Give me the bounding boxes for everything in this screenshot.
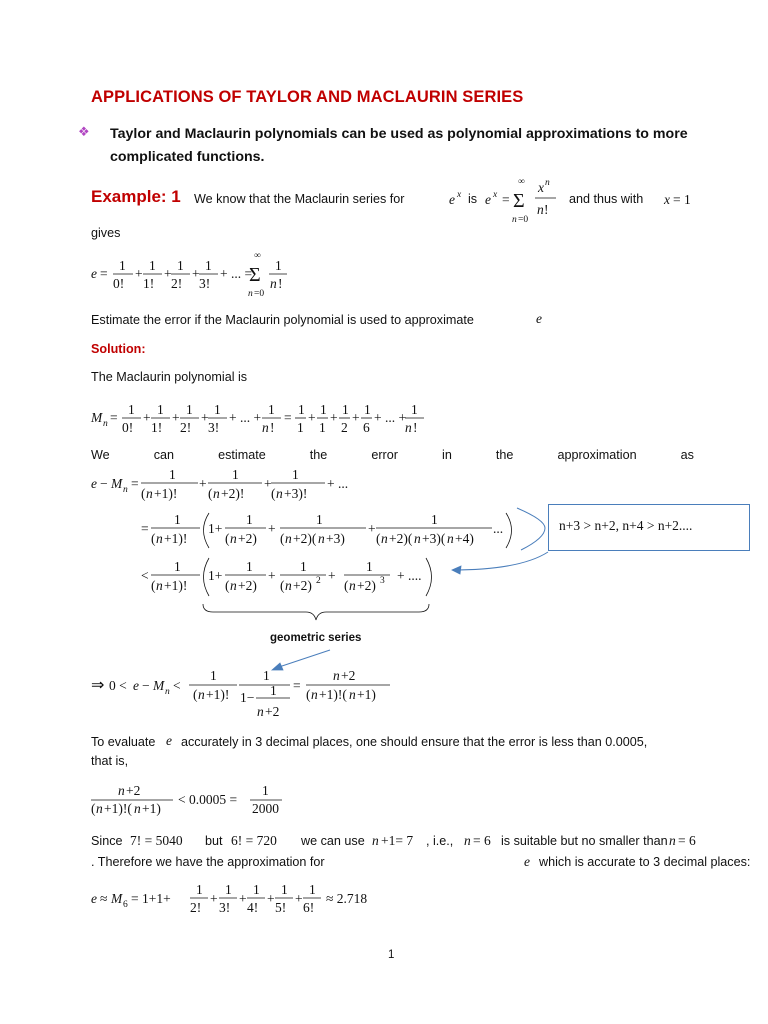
- svg-text:+ ... +: + ... +: [229, 410, 262, 425]
- svg-text:e: e: [91, 476, 97, 491]
- svg-text:n: n: [156, 531, 163, 546]
- svg-text:x: x: [538, 180, 544, 195]
- svg-text:⇒: ⇒: [91, 677, 105, 694]
- svg-text:n: n: [165, 687, 170, 697]
- svg-text:n: n: [318, 531, 325, 546]
- svg-text:1: 1: [246, 512, 253, 527]
- svg-text:2!: 2!: [180, 420, 192, 435]
- svg-text:+: +: [295, 891, 303, 906]
- svg-text:!: !: [270, 420, 275, 435]
- svg-text:e: e: [449, 192, 455, 207]
- svg-text:1: 1: [262, 783, 269, 798]
- svg-text:n: n: [230, 531, 237, 546]
- svg-text:+1)!(: +1)!(: [104, 801, 132, 816]
- svg-text:2000: 2000: [252, 801, 279, 816]
- svg-text:n: n: [372, 833, 379, 848]
- svg-text:<: <: [173, 678, 181, 693]
- svg-text:6: 6: [363, 420, 370, 435]
- word: the: [309, 448, 328, 462]
- svg-text:n: n: [257, 704, 264, 719]
- svg-text:1: 1: [253, 882, 260, 897]
- svg-text:(: (: [151, 578, 156, 593]
- svg-text:+: +: [328, 568, 336, 583]
- svg-text:n: n: [311, 687, 318, 702]
- svg-text:1−: 1−: [240, 690, 255, 705]
- since-g: which is accurate to 3 decimal places:: [539, 855, 751, 869]
- svg-text:<: <: [141, 568, 149, 583]
- svg-text:n: n: [198, 687, 205, 702]
- polynomial-intro: The Maclaurin polynomial is: [91, 370, 248, 384]
- svg-text:1: 1: [210, 668, 217, 683]
- svg-text:5!: 5!: [275, 900, 287, 915]
- e-series-formula: [91, 251, 287, 299]
- svg-text:n: n: [447, 531, 454, 546]
- geometric-series-label: geometric series: [270, 632, 362, 644]
- svg-text:+: +: [239, 891, 247, 906]
- svg-text:+ ...: + ...: [327, 476, 349, 491]
- svg-text:n: n: [285, 531, 292, 546]
- svg-text:+ ... +: + ... +: [374, 410, 407, 425]
- svg-text:(: (: [208, 486, 213, 501]
- svg-text:≈ 2.718: ≈ 2.718: [326, 891, 368, 906]
- solution-label: Solution:: [91, 342, 146, 356]
- svg-text:n: n: [537, 202, 544, 217]
- svg-text:+: +: [308, 410, 316, 425]
- svg-text:+1): +1): [142, 801, 161, 816]
- svg-text:6: 6: [123, 900, 128, 910]
- svg-text:+: +: [330, 410, 338, 425]
- svg-text:n: n: [146, 486, 153, 501]
- svg-text:n: n: [123, 485, 128, 495]
- since-f: . Therefore we have the approximation for: [91, 855, 325, 869]
- svg-text:(: (: [193, 687, 198, 702]
- svg-text:1: 1: [174, 559, 181, 574]
- svg-text:M: M: [153, 678, 165, 693]
- svg-text:1: 1: [119, 258, 126, 273]
- svg-text:...: ...: [493, 521, 504, 536]
- svg-text:!: !: [278, 276, 283, 291]
- svg-text:n: n: [349, 578, 356, 593]
- svg-text:∞: ∞: [518, 177, 525, 187]
- svg-text:1: 1: [316, 512, 323, 527]
- svg-text:1: 1: [364, 402, 371, 417]
- svg-text:e: e: [133, 678, 139, 693]
- svg-text:=: =: [284, 410, 292, 425]
- svg-text:+1)!: +1)!: [164, 578, 188, 593]
- svg-text:(: (: [306, 687, 311, 702]
- svg-text:Σ: Σ: [249, 264, 261, 286]
- svg-text:1: 1: [196, 882, 203, 897]
- svg-text:n: n: [512, 215, 517, 225]
- since-e: is suitable but no smaller than: [501, 834, 668, 848]
- svg-text:2!: 2!: [171, 276, 183, 291]
- svg-text:1: 1: [366, 559, 373, 574]
- svg-text:+ ....: + ....: [397, 568, 422, 583]
- svg-text:1: 1: [270, 683, 277, 698]
- svg-text:+2): +2): [238, 531, 257, 546]
- svg-text:+2)(: +2)(: [389, 531, 413, 546]
- svg-text:=: =: [502, 192, 510, 207]
- svg-text:(: (: [91, 801, 96, 816]
- svg-text:+2: +2: [341, 668, 356, 683]
- svg-text:(: (: [376, 531, 381, 546]
- svg-text:1: 1: [169, 467, 176, 482]
- svg-text:1: 1: [411, 402, 418, 417]
- intro-paragraph: Taylor and Maclaurin polynomials can be used as polynomial approximations to more complicated functions.: [110, 126, 688, 165]
- svg-text:6! = 720: 6! = 720: [231, 833, 277, 848]
- svg-text:n: n: [248, 289, 253, 299]
- svg-text:M: M: [91, 410, 103, 425]
- svg-text:+3): +3): [326, 531, 345, 546]
- svg-text:= 1: = 1: [673, 192, 691, 207]
- svg-text:x: x: [457, 190, 462, 200]
- svg-text:(: (: [151, 531, 156, 546]
- accuracy-text-rest: accurately in 3 decimal places, one should ensure that the error is less than 0.0005,: [181, 735, 648, 749]
- svg-text:1: 1: [297, 420, 304, 435]
- svg-text:+: +: [267, 891, 275, 906]
- svg-text:n: n: [270, 276, 277, 291]
- svg-text:+ ... =: + ... =: [220, 266, 253, 281]
- note-arrow-head-icon: [452, 566, 461, 574]
- since-a: Since: [91, 834, 123, 848]
- svg-text:x: x: [493, 190, 498, 200]
- svg-text:1!: 1!: [143, 276, 155, 291]
- note-arrow: [452, 552, 548, 570]
- svg-text:(: (: [225, 578, 230, 593]
- word: approximation: [557, 448, 637, 462]
- svg-text:+1)!(: +1)!(: [319, 687, 347, 702]
- svg-text:e: e: [524, 854, 530, 869]
- svg-text:−: −: [100, 476, 108, 491]
- svg-text:1: 1: [275, 258, 282, 273]
- svg-text:+2: +2: [265, 704, 280, 719]
- svg-text:(: (: [280, 531, 285, 546]
- word: the: [495, 448, 514, 462]
- svg-text:n: n: [285, 578, 292, 593]
- svg-text:+: +: [143, 410, 151, 425]
- svg-text:+: +: [172, 410, 180, 425]
- svg-text:+1)!: +1)!: [206, 687, 230, 702]
- svg-text:n: n: [545, 178, 550, 188]
- svg-text:−: −: [142, 678, 150, 693]
- svg-text:1: 1: [214, 402, 221, 417]
- svg-text:+: +: [164, 266, 172, 281]
- since-d: , i.e.,: [426, 834, 454, 848]
- svg-text:1: 1: [320, 402, 327, 417]
- svg-text:+: +: [135, 266, 143, 281]
- svg-text:1+: 1+: [208, 521, 223, 536]
- svg-text:n: n: [230, 578, 237, 593]
- svg-text:+: +: [192, 266, 200, 281]
- svg-text:n: n: [276, 486, 283, 501]
- svg-text:+1= 7: +1= 7: [381, 833, 414, 848]
- svg-text:+3)!: +3)!: [284, 486, 308, 501]
- svg-text:3!: 3!: [219, 900, 231, 915]
- final-approximation-formula: [91, 882, 367, 915]
- svg-text:1: 1: [157, 402, 164, 417]
- geometric-arrow-head-icon: [272, 663, 283, 670]
- svg-text:+1)!: +1)!: [154, 486, 178, 501]
- svg-text:+: +: [201, 410, 209, 425]
- svg-text:+: +: [199, 476, 207, 491]
- svg-text:n: n: [96, 801, 103, 816]
- maclaurin-polynomial-formula: [90, 402, 424, 435]
- svg-text:1: 1: [128, 402, 135, 417]
- error-line-3: [141, 558, 432, 596]
- svg-text:(: (: [271, 486, 276, 501]
- svg-text:!: !: [544, 202, 549, 217]
- svg-text:+2): +2): [238, 578, 257, 593]
- svg-text:1: 1: [225, 882, 232, 897]
- svg-text:3!: 3!: [208, 420, 220, 435]
- svg-text:1: 1: [281, 882, 288, 897]
- svg-text:1: 1: [232, 467, 239, 482]
- word: estimate: [218, 448, 266, 462]
- svg-text:=: =: [100, 266, 108, 281]
- example-label: Example: 1: [91, 187, 181, 206]
- error-line-2: [141, 512, 512, 548]
- svg-text:+: +: [264, 476, 272, 491]
- word: can: [153, 448, 175, 462]
- svg-text:4!: 4!: [247, 900, 259, 915]
- since-b: but: [205, 834, 223, 848]
- svg-text:2!: 2!: [190, 900, 202, 915]
- svg-text:+: +: [352, 410, 360, 425]
- svg-text:+: +: [268, 568, 276, 583]
- svg-text:≈: ≈: [100, 891, 108, 906]
- svg-text:=: =: [110, 410, 118, 425]
- word: error: [371, 448, 398, 462]
- svg-text:0 <: 0 <: [109, 678, 127, 693]
- svg-text:1: 1: [205, 258, 212, 273]
- svg-text:e: e: [91, 891, 97, 906]
- svg-text:n: n: [405, 420, 412, 435]
- svg-text:n: n: [414, 531, 421, 546]
- svg-text:Σ: Σ: [513, 190, 525, 212]
- example-text-2: is: [468, 192, 478, 206]
- svg-text:6!: 6!: [303, 900, 315, 915]
- svg-text:n: n: [103, 419, 108, 429]
- geometric-arrow: [276, 650, 330, 668]
- svg-text:0!: 0!: [113, 276, 125, 291]
- svg-text:1: 1: [186, 402, 193, 417]
- accuracy-text-start: To evaluate: [91, 735, 156, 749]
- svg-text:=0: =0: [518, 215, 529, 225]
- svg-text:n: n: [464, 833, 471, 848]
- svg-text:M: M: [111, 891, 123, 906]
- svg-text:=: =: [141, 521, 149, 536]
- since-c: we can use: [301, 834, 365, 848]
- svg-text:+4): +4): [455, 531, 474, 546]
- svg-text:= 6: = 6: [473, 833, 491, 848]
- svg-text:+: +: [210, 891, 218, 906]
- svg-text:+: +: [268, 521, 276, 536]
- connector-curve: [517, 508, 545, 550]
- svg-text:3!: 3!: [199, 276, 211, 291]
- svg-text:(: (: [141, 486, 146, 501]
- word: We: [91, 448, 110, 462]
- svg-text:n: n: [349, 687, 356, 702]
- svg-text:=: =: [131, 476, 139, 491]
- svg-text:1: 1: [300, 559, 307, 574]
- svg-text:1: 1: [319, 420, 326, 435]
- svg-text:∞: ∞: [254, 251, 261, 261]
- svg-text:< 0.0005 =: < 0.0005 =: [178, 792, 238, 807]
- svg-text:0!: 0!: [122, 420, 134, 435]
- svg-text:e: e: [485, 192, 491, 207]
- svg-text:+1)!: +1)!: [164, 531, 188, 546]
- ex-formula: [449, 177, 691, 225]
- svg-text:n: n: [381, 531, 388, 546]
- example-text-3: and thus with: [569, 192, 644, 206]
- svg-text:n: n: [333, 668, 340, 683]
- svg-text:(: (: [280, 578, 285, 593]
- svg-text:=0: =0: [254, 289, 265, 299]
- diamond-bullet-icon: ❖: [78, 124, 90, 139]
- geometric-brace: [203, 604, 429, 620]
- svg-text:!: !: [413, 420, 418, 435]
- page-number: 1: [388, 949, 395, 961]
- svg-text:n: n: [118, 783, 125, 798]
- error-inequality-formula: [91, 783, 282, 816]
- svg-text:1!: 1!: [151, 420, 163, 435]
- svg-text:= 6: = 6: [678, 833, 696, 848]
- svg-text:+2): +2): [357, 578, 376, 593]
- error-line-1: [91, 467, 348, 501]
- svg-text:1: 1: [268, 402, 275, 417]
- svg-text:=: =: [293, 678, 301, 693]
- note-box-text: n+3 > n+2, n+4 > n+2....: [559, 518, 693, 533]
- svg-text:n: n: [156, 578, 163, 593]
- accuracy-text-line2: that is,: [91, 754, 129, 768]
- estimate-sentence: [91, 448, 694, 462]
- svg-text:+2)(: +2)(: [293, 531, 317, 546]
- e-symbol: e: [536, 311, 542, 326]
- svg-text:2: 2: [341, 420, 348, 435]
- e-symbol: e: [166, 733, 172, 748]
- estimate-prompt: Estimate the error if the Maclaurin polynomial is used to approximate: [91, 313, 474, 327]
- svg-text:n: n: [134, 801, 141, 816]
- svg-text:(: (: [225, 531, 230, 546]
- svg-text:1: 1: [174, 512, 181, 527]
- svg-text:1: 1: [309, 882, 316, 897]
- svg-text:1+: 1+: [208, 568, 223, 583]
- svg-text:1: 1: [342, 402, 349, 417]
- svg-text:M: M: [111, 476, 123, 491]
- svg-text:1: 1: [292, 467, 299, 482]
- gives-text: gives: [91, 226, 121, 240]
- svg-text:+3)(: +3)(: [422, 531, 446, 546]
- svg-text:1: 1: [263, 668, 270, 683]
- svg-text:+2: +2: [126, 783, 141, 798]
- svg-text:1: 1: [177, 258, 184, 273]
- word: in: [442, 448, 452, 462]
- svg-text:(: (: [344, 578, 349, 593]
- svg-text:n: n: [262, 420, 269, 435]
- svg-text:n: n: [669, 833, 676, 848]
- svg-text:+: +: [368, 521, 376, 536]
- svg-text:1: 1: [298, 402, 305, 417]
- svg-text:+2)!: +2)!: [221, 486, 245, 501]
- svg-text:x: x: [664, 192, 670, 207]
- page-title: APPLICATIONS OF TAYLOR AND MACLAURIN SERIES: [91, 88, 524, 106]
- svg-text:n: n: [213, 486, 220, 501]
- svg-text:+2): +2): [293, 578, 312, 593]
- svg-text:1: 1: [149, 258, 156, 273]
- svg-text:= 1+1+: = 1+1+: [131, 891, 171, 906]
- example-text-1: We know that the Maclaurin series for: [194, 192, 405, 206]
- svg-text:7! = 5040: 7! = 5040: [130, 833, 183, 848]
- svg-text:1: 1: [246, 559, 253, 574]
- svg-text:+1): +1): [357, 687, 376, 702]
- word: as: [680, 448, 694, 462]
- bound-formula: [91, 668, 390, 719]
- svg-text:2: 2: [316, 576, 321, 586]
- svg-text:e: e: [91, 266, 97, 281]
- svg-text:1: 1: [431, 512, 438, 527]
- svg-text:3: 3: [380, 576, 385, 586]
